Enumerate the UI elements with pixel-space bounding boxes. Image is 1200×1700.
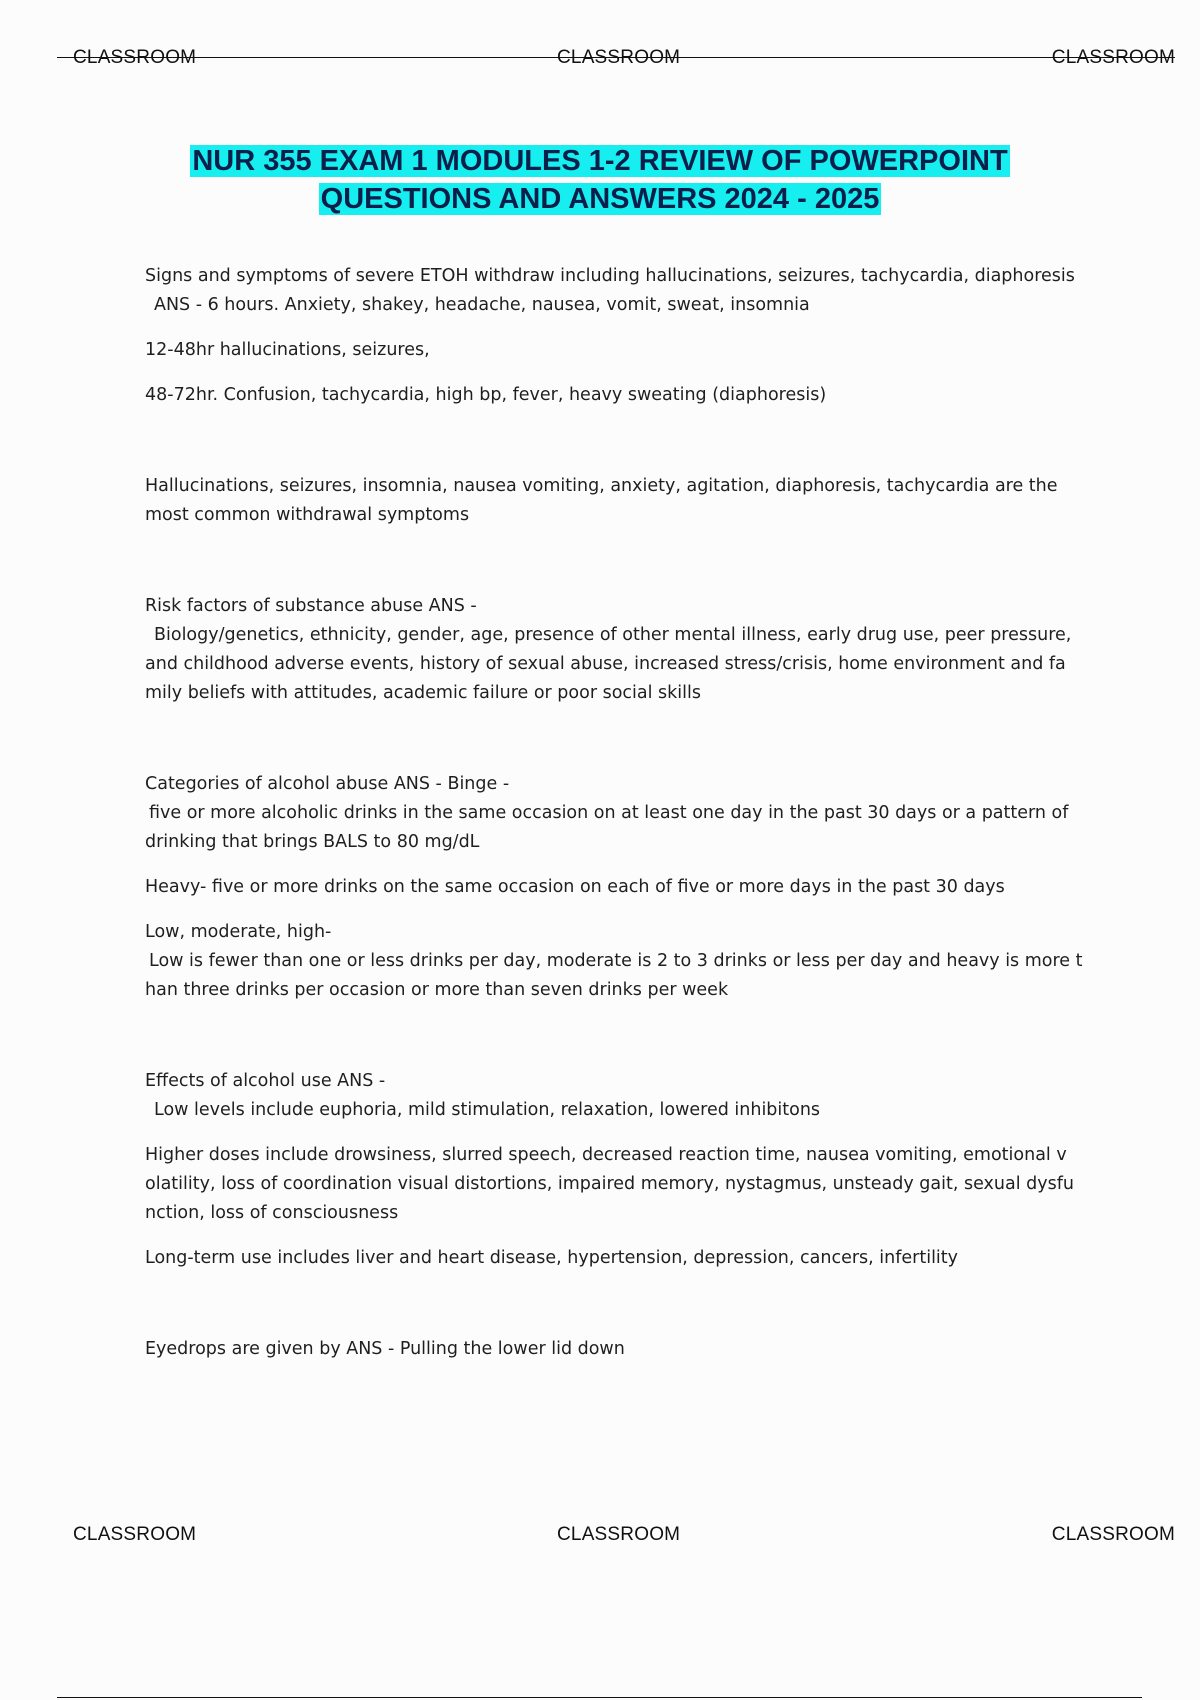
header-watermark-right: CLASSROOM — [1051, 47, 1175, 68]
answer-low-moderate-high-line-2: han three drinks per occasion or more than seven drinks per week — [145, 980, 729, 1000]
page-footer — [57, 1524, 1175, 1550]
bottom-rule — [57, 1697, 1142, 1698]
answer-risk-factors-line-2: and childhood adverse events, history of sexual abuse, increased stress/crisis, home environment and fa — [145, 654, 1066, 674]
footer-watermark-center: CLASSROOM — [557, 1524, 681, 1545]
answer-low-levels: Low levels include euphoria, mild stimulation, relaxation, lowered inhibitons — [154, 1100, 821, 1120]
question-risk-factors: Risk factors of substance abuse ANS - — [145, 596, 477, 616]
answer-binge-line-2: drinking that brings BALS to 80 mg/dL — [145, 832, 480, 852]
document-title — [0, 142, 1200, 218]
answer-etoh-12-48hr: 12-48hr hallucinations, seizures, — [145, 340, 430, 360]
answer-binge-line-1: five or more alcoholic drinks in the same occasion on at least one day in the past 30 days or a pattern of — [149, 803, 1069, 823]
answer-higher-doses-line-1: Higher doses include drowsiness, slurred speech, decreased reaction time, nausea vomiting, emotional v — [145, 1145, 1067, 1165]
footer-watermark-right: CLASSROOM — [1051, 1524, 1175, 1545]
answer-low-moderate-high-line-1: Low is fewer than one or less drinks per day, moderate is 2 to 3 drinks or less per day and heavy is more t — [149, 951, 1083, 971]
header-watermark-left: CLASSROOM — [73, 47, 197, 68]
withdrawal-symptoms-line-1: Hallucinations, seizures, insomnia, nausea vomiting, anxiety, agitation, diaphoresis, tachycardia are the — [145, 476, 1058, 496]
answer-etoh-48-72hr: 48-72hr. Confusion, tachycardia, high bp, fever, heavy sweating (diaphoresis) — [145, 385, 827, 405]
page-header — [57, 47, 1175, 73]
answer-heavy: Heavy- five or more drinks on the same occasion on each of five or more days in the past 30 days — [145, 877, 1005, 897]
header-watermark-center: CLASSROOM — [557, 47, 681, 68]
question-alcohol-categories: Categories of alcohol abuse ANS - Binge - — [145, 774, 510, 794]
answer-higher-doses-line-2: olatility, loss of coordination visual distortions, impaired memory, nystagmus, unsteady gait, sexual dysfu — [145, 1174, 1074, 1194]
answer-higher-doses-line-3: nction, loss of consciousness — [145, 1203, 399, 1223]
document-body — [145, 262, 1095, 1364]
question-alcohol-effects: Effects of alcohol use ANS - — [145, 1071, 386, 1091]
title-line-2: QUESTIONS AND ANSWERS 2024 - 2025 — [320, 183, 880, 215]
footer-watermark-left: CLASSROOM — [73, 1524, 197, 1545]
answer-etoh-withdrawal: ANS - 6 hours. Anxiety, shakey, headache, nausea, vomit, sweat, insomnia — [154, 295, 810, 315]
title-line-1: NUR 355 EXAM 1 MODULES 1-2 REVIEW OF POWERPOINT — [192, 145, 1008, 177]
withdrawal-symptoms-line-2: most common withdrawal symptoms — [145, 505, 470, 525]
answer-risk-factors-line-1: Biology/genetics, ethnicity, gender, age, presence of other mental illness, early drug use, peer pressure, — [154, 625, 1072, 645]
question-eyedrops: Eyedrops are given by ANS - Pulling the lower lid down — [145, 1339, 625, 1359]
answer-risk-factors-line-3: mily beliefs with attitudes, academic failure or poor social skills — [145, 683, 702, 703]
answer-long-term: Long-term use includes liver and heart disease, hypertension, depression, cancers, infertility — [145, 1248, 959, 1268]
answer-low-moderate-high-label: Low, moderate, high- — [145, 922, 332, 942]
question-etoh-withdrawal: Signs and symptoms of severe ETOH withdraw including hallucinations, seizures, tachycardia, diaphoresis — [145, 266, 1075, 286]
